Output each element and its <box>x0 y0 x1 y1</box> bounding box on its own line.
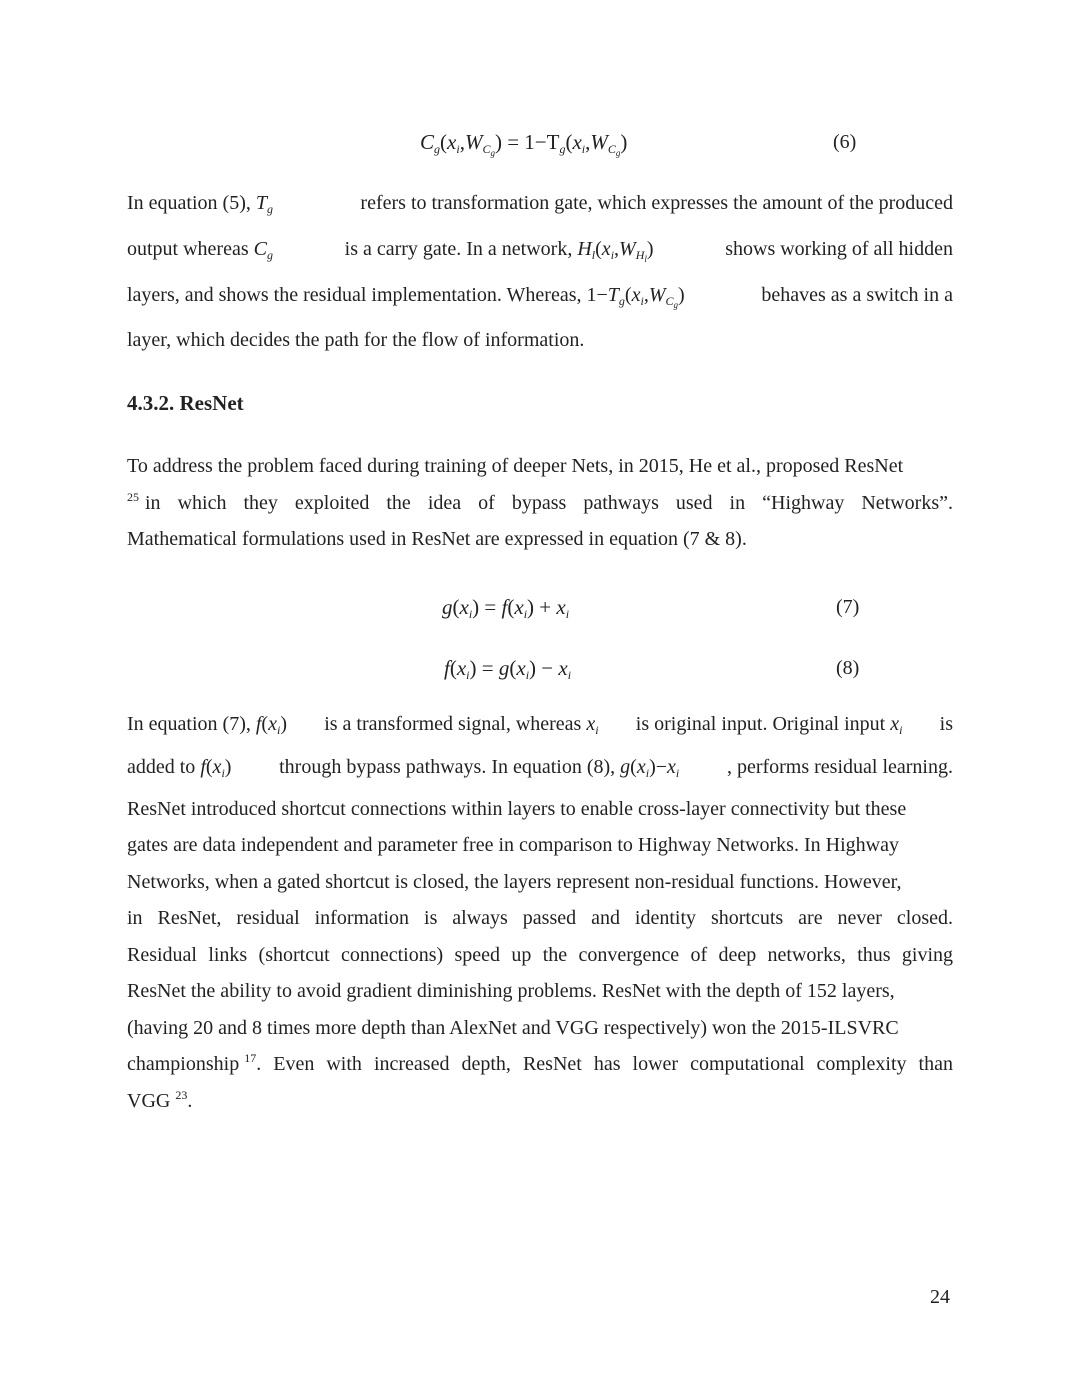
para3-line7: Residual links (shortcut connections) speed up the convergence of deep networks, thus giving <box>127 944 953 966</box>
para3-line11: VGG $^{23}$. <box>127 1088 193 1112</box>
para3-line5: Networks, when a gated shortcut is closed, the layers represent non-residual functions. However, <box>127 871 902 893</box>
para3-line1: In equation (7), $f(x_i)$ is a transformed signal, whereas $x_i$ is original input. Original input $x_i$ is <box>127 713 953 737</box>
para3-line9: (having 20 and 8 times more depth than AlexNet and VGG respectively) won the 2015-ILSVRC <box>127 1017 899 1039</box>
para1-line1: In equation (5), $T_g$ refers to transformation gate, which expresses the amount of the produced <box>127 192 953 216</box>
equation-7-number: (7) <box>836 596 860 618</box>
equation-7: $g(x_i) = f(x_i) + x_i$ <box>442 595 570 621</box>
para3-line6: in ResNet, residual information is always passed and identity shortcuts are never closed. <box>127 907 953 929</box>
equation-6: $C_g(x_i,W_{C_g}) = 1-T_g(x_i,W_{C_g})$ <box>420 130 628 158</box>
para1-line4: layer, which decides the path for the flow of information. <box>127 329 585 351</box>
para2-line1: To address the problem faced during training of deeper Nets, in 2015, He et al., proposed ResNet <box>127 455 904 477</box>
equation-8-number: (8) <box>836 657 860 679</box>
eq6-rhs: 1−T <box>524 130 560 154</box>
para2-line2: $^{25}$ in which they exploited the idea of bypass pathways used in “Highway Networks”. <box>127 490 953 514</box>
para1-line2: output whereas $C_g$ is a carry gate. In a network, $H_l(x_i,W_{H_l})$ shows working of all hidden <box>127 238 953 264</box>
para2-line3: Mathematical formulations used in ResNet are expressed in equation (7 & 8). <box>127 528 747 550</box>
eq6-lhs: C <box>420 130 435 154</box>
para3-line4: gates are data independent and parameter free in comparison to Highway Networks. In Highway <box>127 834 899 856</box>
para1-line3: layers, and shows the residual implementation. Whereas, $1-T_g(x_i,W_{C_g})$ behaves as a switch in a <box>127 284 953 310</box>
section-heading: 4.3.2. ResNet <box>127 391 244 415</box>
para3-line10: championship $^{17}$ . Even with increased depth, ResNet has lower computational complexity than <box>127 1051 953 1075</box>
equation-8: $f(x_i) = g(x_i) - x_i$ <box>444 656 572 682</box>
para3-line8: ResNet the ability to avoid gradient diminishing problems. ResNet with the depth of 152 layers, <box>127 980 895 1002</box>
equation-6-number: (6) <box>833 131 857 153</box>
para3-line2: added to $f(x_i)$ through bypass pathways. In equation (8), $g(x_i)-x_i$ , performs residual learning. <box>127 756 953 780</box>
para3-line3: ResNet introduced shortcut connections within layers to enable cross-layer connectivity but these <box>127 798 907 820</box>
page-number: 24 <box>930 1286 950 1308</box>
